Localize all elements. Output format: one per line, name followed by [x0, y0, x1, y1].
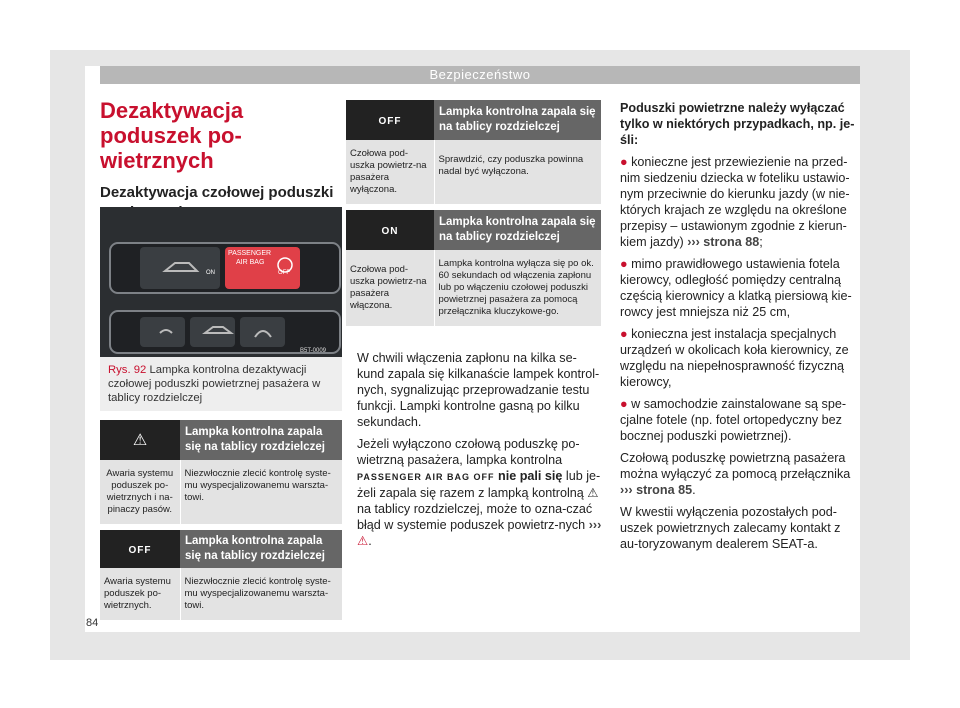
table-header: Lampka kontrolna zapala się na tablicy rozdzielczej — [434, 210, 601, 250]
list-heading: Poduszki powietrzne należy wyłączać tylko w niektórych przypadkach, np. je-śli: — [620, 101, 855, 147]
table-cell-symptom: Czołowa pod-uszka powietrz-na pasażera włączona. — [346, 250, 434, 326]
panel-on-label: ON — [206, 270, 215, 276]
off-airbag-icon: OFF — [128, 545, 152, 556]
lamp-table-1 — [100, 420, 342, 524]
bullet-text: mimo prawidłowego ustawienia fotela kierowcy, odległość pomiędzy centralną częścią kierownicy a klatką piersiową kie-rowcy jest mniejsza niż 25 cm, — [620, 257, 852, 319]
off-airbag-icon: OFF — [378, 116, 402, 127]
bullet-icon: ● — [620, 257, 628, 271]
figure — [100, 207, 342, 411]
section-title: Bezpieczeństwo — [429, 67, 531, 82]
bullet-item — [620, 256, 860, 320]
warning-icon: ⚠ — [357, 534, 369, 548]
right-text-column — [620, 100, 860, 558]
middle-text-column — [357, 350, 602, 555]
section-subtitle: Dezaktywacja czołowej poduszki — [100, 184, 334, 201]
bullet-icon: ● — [620, 155, 628, 169]
airbag-person-icon: ⚠ — [132, 432, 148, 449]
paragraph-text: Czołową poduszkę powietrzną pasażera można wyłączyć za pomocą przełącznika — [620, 451, 851, 481]
dashboard-photo — [100, 207, 342, 357]
table-icon-cell — [100, 420, 180, 460]
figure-caption-text: Lampka kontrolna dezaktywacji czołowej poduszki powietrznej pasażera w tablicy rozdzielczej — [108, 364, 321, 404]
table-cell-symptom: Awaria systemu poduszek po-wietrznych. — [100, 568, 180, 620]
reference-arrows[interactable]: ››› — [588, 518, 602, 532]
bullet-icon: ● — [620, 397, 628, 411]
table-header: Lampka kontrolna zapala się na tablicy rozdzielczej — [434, 100, 601, 140]
panel-label-line1: PASSENGER — [228, 250, 272, 257]
bullet-item — [620, 326, 860, 390]
table-header: Lampka kontrolna zapala się na tablicy rozdzielczej — [180, 530, 342, 568]
paragraph: W kwestii wyłączenia pozostałych pod-uszek powietrznych zalecamy kontakt z au-toryzowanym dealerem SEAT-a. — [620, 505, 841, 551]
table-icon-cell — [100, 530, 180, 568]
page-number: 84 — [86, 617, 99, 629]
page-reference-link[interactable]: ››› strona 88 — [687, 235, 760, 249]
paragraph-text: lub je-żeli zapala się razem z lampką kontrolną — [357, 469, 601, 500]
bullet-icon: ● — [620, 327, 628, 341]
on-airbag-icon: ON — [381, 226, 399, 237]
paragraph: Czołową poduszkę powietrzną pasażera można wyłączyć za pomocą przełącznika ››› strona 85. — [620, 451, 851, 497]
emphasis-text: nie pali się — [498, 469, 563, 483]
airbag-person-icon: ⚠ — [587, 486, 599, 500]
bullet-text: konieczne jest przewiezienie na przed-nim siedzeniu dziecka w foteliku ustawio-nym przeciwnie do kierunku jazdy (w nie-których krajach ze względu na określone przepisy – ustawionym zgodnie z kierun-kiem jazdy) — [620, 155, 850, 249]
passenger-airbag-off-icon: PASSENGER AIR BAG OFF — [357, 472, 495, 482]
lamp-table-3 — [346, 100, 601, 204]
paragraph-text: Jeżeli wyłączono czołową poduszkę po-wietrzną pasażera, lampka kontrolna — [357, 437, 580, 467]
paragraph-text: na tablicy rozdzielczej, może to ozna-czać błąd w systemie poduszek powietrz-nych — [357, 502, 593, 532]
table-cell-action: Niezwłocznie zlecić kontrolę syste-mu wyspecjalizowanemu warszta-towi. — [180, 568, 342, 620]
bullet-text: konieczna jest instalacja specjalnych urządzeń w okolicach koła kierownicy, ze względu na niepełnosprawność fizyczną kierowcy, — [620, 327, 849, 389]
bullet-item: ● konieczne jest przewiezienie na przed-nim siedzeniu dziecka w foteliku ustawio-nym przeciwnie do kierunku jazdy (w nie-których krajach ze względu na określone przepisy – ustawionym zgodnie z kierun-kiem jazdy) ››› strona 88; — [620, 155, 850, 249]
lamp-table-4 — [346, 210, 601, 326]
paragraph: Jeżeli wyłączono czołową poduszkę po-wietrzną pasażera, lampka kontrolna PASSENGER AIR BAG OFF nie pali się lub je-żeli zapala się razem z lampką kontrolną ⚠ na tablicy rozdzielczej, może to ozna-czać błąd w systemie poduszek powietrz-nych ››› ⚠. — [357, 437, 602, 548]
figure-label: Rys. 92 — [108, 364, 147, 376]
page-reference-link[interactable]: ››› strona 85 — [620, 483, 693, 497]
table-cell-action: Sprawdzić, czy poduszka powinna nadal być wyłączona. — [434, 140, 601, 204]
table-icon-cell — [346, 100, 434, 140]
panel-off-label: OFF — [278, 270, 290, 276]
bullet-item — [620, 396, 860, 444]
dashboard-illustration — [100, 207, 342, 357]
table-cell-symptom: Czołowa pod-uszka powietrz-na pasażera wyłączona. — [346, 140, 434, 204]
paragraph: W chwili włączenia zapłonu na kilka se-kund zapala się kilkanaście lampek kontrol-nych, sygnalizując przeprowadzanie testu funkcji. Lampki kontrolne gasną po kilku sekundach. — [357, 351, 600, 429]
table-cell-action: Niezwłocznie zlecić kontrolę syste-mu wyspecjalizowanemu warszta-towi. — [180, 460, 342, 524]
table-cell-symptom: Awaria systemu poduszek po-wietrznych i na-pinaczy pasów. — [100, 460, 180, 524]
figure-caption — [108, 363, 336, 405]
table-cell-action: Lampka kontrolna wyłącza się po ok. 60 sekundach od włączenia zapłonu lub po włączeniu czołowej poduszki powietrznej pasażera za pomocą przełącznika kluczykowe-go. — [434, 250, 601, 326]
lamp-table-2 — [100, 530, 342, 620]
figure-code: B5T-0009 — [300, 348, 327, 354]
section-header — [100, 66, 860, 84]
table-icon-cell — [346, 210, 434, 250]
page-title: Dezaktywacja poduszek po-wietrznych — [100, 98, 244, 173]
table-header: Lampka kontrolna zapala się na tablicy rozdzielczej — [180, 420, 342, 460]
panel-label-line2: AIR BAG — [236, 259, 265, 266]
bullet-text: w samochodzie zainstalowane są spe-cjalne fotele (np. fotel ortopedyczny bez bocznej poduszki powietrznej). — [620, 397, 847, 443]
